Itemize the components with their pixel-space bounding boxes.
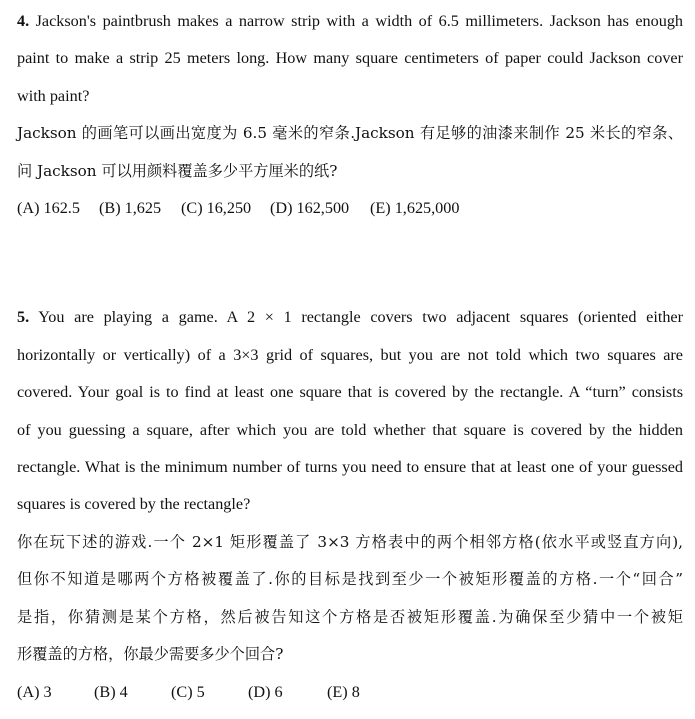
problem-4-chinese-line: 问 Jackson 可以用颜料覆盖多少平方厘米的纸?	[17, 161, 338, 180]
problem-4-chinese-line: Jackson 的画笔可以画出宽度为 6.5 毫米的窄条.Jackson 有足够的油漆来制作 25 米长的窄条、	[17, 124, 683, 143]
problem-4-english-line: paint to make a strip 25 meters long. How many square centimeters of paper could Jackson cover	[17, 49, 683, 68]
problem-5-chinese-line: 你在玩下述的游戏.一个 2×1 矩形覆盖了 3×3 方格表中的两个相邻方格(依水平或竖直方向),	[17, 532, 683, 551]
problem-5-chinese-line: 是指，你猜测是某个方格，然后被告知这个方格是否被矩形覆盖.为确保至少猜中一个被矩	[17, 607, 683, 626]
problem-5	[17, 299, 683, 710]
choice-a: (A) 3	[17, 682, 52, 701]
problem-5-english-line: squares is covered by the rectangle?	[17, 495, 251, 514]
choice-c: (C) 16,250	[181, 199, 252, 218]
problem-5-english-line: 5. You are playing a game. A 2 × 1 rectangle covers two adjacent squares (oriented either	[17, 308, 683, 327]
choice-d: (D) 6	[248, 682, 283, 701]
problem-4-english-line: 4. Jackson's paintbrush makes a narrow strip with a width of 6.5 millimeters. Jackson has enough	[17, 12, 684, 30]
problem-4	[17, 3, 683, 227]
problem-5-english-line: horizontally or vertically) of a 3×3 grid of squares, but you are not told which two squares are	[17, 345, 683, 364]
problem-5-chinese-line: 形覆盖的方格，你最少需要多少个回合?	[17, 645, 284, 664]
problem-4-number: 4.	[17, 12, 30, 30]
choice-d: (D) 162,500	[270, 199, 350, 218]
problem-5-english-line: covered. Your goal is to find at least one square that is covered by the rectangle. A “turn” consists	[17, 383, 683, 402]
choice-b: (B) 1,625	[99, 199, 162, 218]
problem-5-chinese-line: 但你不知道是哪两个方格被覆盖了.你的目标是找到至少一个被矩形覆盖的方格.一个“回合”	[17, 570, 683, 589]
problem-4-english-line: with paint?	[17, 86, 90, 105]
choice-e: (E) 1,625,000	[370, 199, 460, 218]
choice-c: (C) 5	[171, 682, 205, 701]
problem-5-choices	[17, 674, 683, 711]
problem-5-number: 5.	[17, 308, 30, 327]
spacer	[17, 224, 683, 299]
problem-4-choices	[17, 190, 683, 227]
problem-5-english-line: rectangle. What is the minimum number of turns you need to ensure that at least one of your guessed	[17, 458, 683, 477]
choice-a: (A) 162.5	[17, 199, 80, 218]
choice-b: (B) 4	[94, 682, 128, 701]
problem-5-english-line: of you guessing a square, after which you are told whether that square is covered by the hidden	[17, 420, 683, 439]
document-page	[17, 0, 683, 711]
choice-e: (E) 8	[327, 682, 360, 701]
